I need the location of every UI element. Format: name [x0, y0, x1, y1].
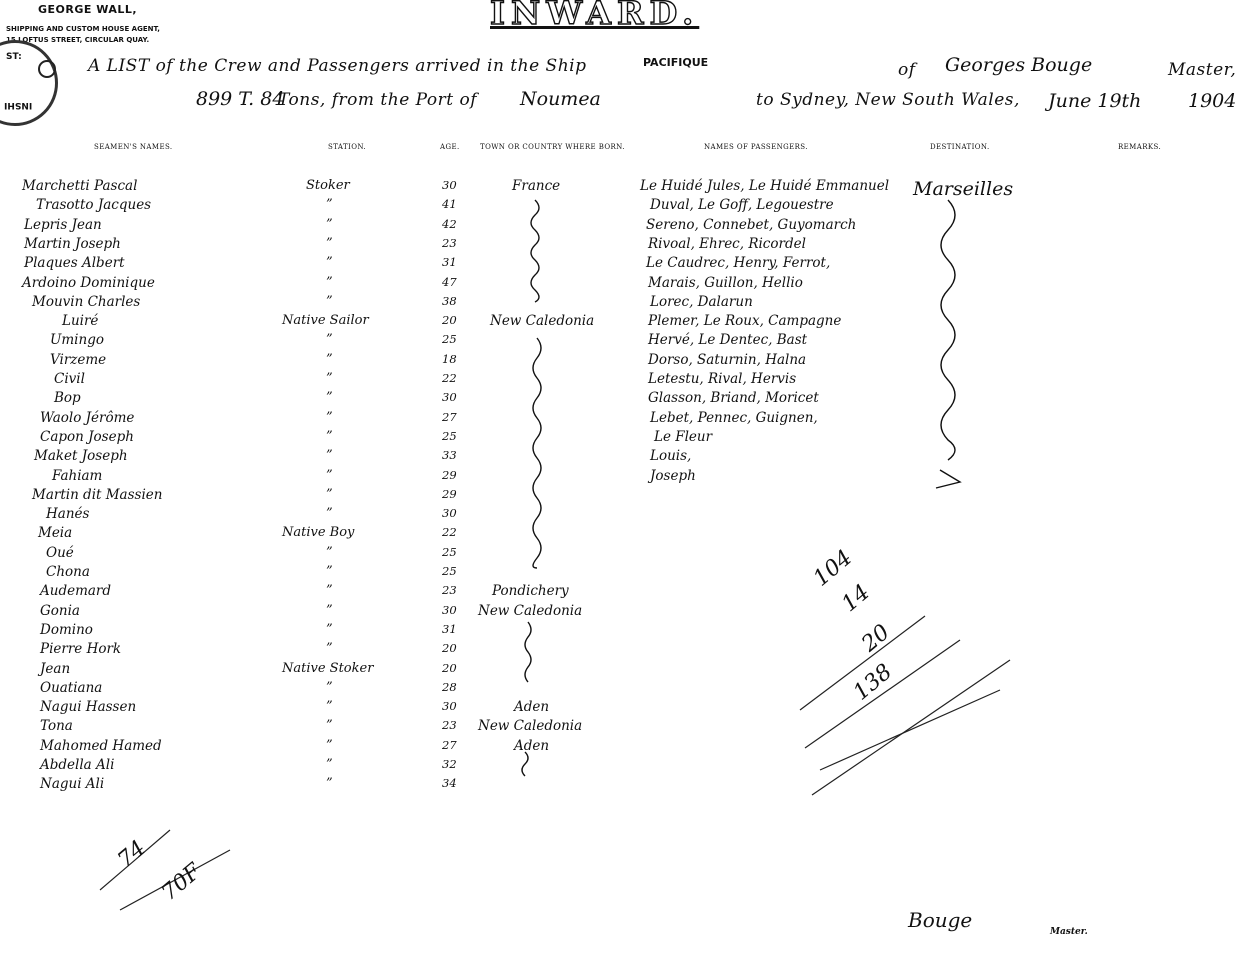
crew-age: 31 [442, 255, 457, 270]
crew-station: ” [326, 621, 333, 637]
passenger-line: Joseph [650, 467, 696, 484]
crew-age: 20 [442, 313, 457, 328]
tons-from-port-text: Tons, from the Port of [278, 90, 478, 110]
crew-name: Capon Joseph [40, 428, 134, 445]
margin-note-2: 70F [157, 859, 207, 906]
tonnage: 899 T. 84 [196, 88, 285, 110]
col-station: STATION. [328, 143, 367, 151]
col-passengers: NAMES OF PASSENGERS. [704, 143, 808, 151]
crew-age: 25 [442, 564, 457, 578]
crew-name: Hanés [46, 506, 90, 523]
crew-name: Martin dit Massien [32, 486, 163, 503]
crew-age: 31 [442, 621, 457, 636]
crew-station: ” [326, 486, 333, 502]
passenger-line: Louis, [650, 448, 692, 465]
passenger-line: Plemer, Le Roux, Campagne [648, 313, 842, 330]
crew-name: Tona [40, 718, 73, 735]
document-title: INWARD. [490, 0, 700, 32]
passenger-line: Lebet, Pennec, Guignen, [650, 409, 818, 426]
crew-name: Fahiam [52, 467, 103, 484]
crew-age: 27 [442, 409, 457, 424]
crew-age: 28 [442, 679, 457, 694]
crew-age: 23 [442, 718, 457, 733]
crew-age: 20 [442, 660, 457, 675]
crew-station: ” [326, 506, 333, 522]
list-heading-text: A LIST of the Crew and Passengers arrived in the Ship [88, 56, 587, 76]
col-seamen-names: SEAMEN'S NAMES. [94, 143, 173, 151]
stamp-text-top: ST: [6, 52, 22, 62]
stamp-text-side: INSHI [4, 100, 33, 110]
crew-birthplace: France [512, 178, 561, 194]
arrival-year: 1904 [1188, 90, 1237, 112]
crew-name: Pierre Hork [40, 641, 122, 658]
crew-station: Native Boy [282, 525, 355, 541]
destination-text: to Sydney, New South Wales, [756, 90, 1020, 110]
crew-station: ” [326, 564, 333, 579]
of-label: of [898, 60, 916, 80]
passenger-line: Sereno, Connebet, Guyomarch [646, 216, 857, 233]
ship-name: PACIFIQUE [643, 56, 709, 69]
tally-line-3: 20 [857, 619, 895, 658]
crew-age: 20 [442, 641, 457, 656]
crew-age: 33 [442, 448, 457, 463]
crew-name: Gonia [40, 602, 80, 619]
passenger-line: Lorec, Dalarun [650, 293, 753, 310]
crew-name: Nagui Hassen [40, 699, 137, 716]
crew-name: Bop [54, 390, 81, 407]
crew-age: 34 [442, 776, 457, 791]
tally-line-2: 14 [837, 579, 875, 618]
crew-station: ” [326, 737, 333, 753]
col-remarks: REMARKS. [1118, 143, 1162, 151]
crew-age: 22 [442, 525, 457, 540]
crew-age: 23 [442, 235, 457, 250]
crew-station: Native Sailor [282, 313, 369, 329]
crew-station: ” [326, 235, 333, 251]
crew-age: 27 [442, 737, 457, 752]
crew-station: ” [326, 467, 333, 483]
agent-name: GEORGE WALL, [38, 3, 138, 16]
crew-name: Ardoino Dominique [22, 274, 155, 291]
crew-age: 30 [442, 506, 457, 521]
crew-age: 25 [442, 332, 457, 347]
crew-station: ” [326, 293, 333, 309]
crew-station: ” [326, 448, 333, 464]
crew-station: ” [326, 699, 333, 715]
crew-birthplace: New Caledonia [478, 718, 583, 735]
crew-birthplace: New Caledonia [490, 313, 595, 330]
passenger-line: Le Caudrec, Henry, Ferrot, [646, 255, 831, 272]
crew-name: Domino [40, 621, 93, 638]
crew-station: ” [326, 544, 333, 560]
passenger-line: Letestu, Rival, Hervis [648, 371, 797, 387]
crew-name: Ouatiana [40, 679, 103, 696]
passenger-line: Le Huidé Jules, Le Huidé Emmanuel [640, 178, 890, 194]
col-age: AGE. [440, 143, 460, 151]
crew-name: Luiré [62, 313, 99, 330]
crew-name: Audemard [40, 583, 112, 600]
crew-age: 18 [442, 351, 457, 366]
crew-age: 30 [442, 602, 457, 617]
crew-name: Marchetti Pascal [22, 178, 138, 194]
crew-age: 23 [442, 583, 457, 598]
crew-name: Trasotto Jacques [36, 197, 152, 214]
crew-name: Mouvin Charles [32, 293, 141, 310]
passenger-destination: Marseilles [913, 178, 1014, 200]
crew-name: Waolo Jérôme [40, 409, 135, 426]
crew-age: 29 [442, 486, 457, 501]
passenger-line: Le Fleur [654, 428, 713, 445]
crew-station: ” [326, 757, 333, 772]
crew-station: ” [326, 641, 333, 657]
crew-station: ” [326, 428, 333, 444]
crew-station: ” [326, 776, 333, 792]
crew-age: 22 [442, 371, 457, 385]
crew-name: Umingo [50, 332, 104, 349]
crew-name: Abdella Ali [40, 757, 115, 773]
crew-station: ” [326, 216, 333, 232]
crew-station: ” [326, 332, 333, 348]
passenger-line: Rivoal, Ehrec, Ricordel [648, 235, 806, 252]
crew-age: 41 [442, 197, 457, 212]
crew-name: Plaques Albert [24, 255, 125, 272]
crew-name: Nagui Ali [40, 776, 105, 793]
crew-station: ” [326, 197, 333, 213]
crew-station: ” [326, 274, 333, 290]
crew-name: Meia [38, 525, 73, 542]
crew-name: Mahomed Hamed [40, 737, 162, 754]
crew-birthplace: New Caledonia [478, 602, 583, 619]
crew-birthplace: Aden [514, 737, 550, 754]
crew-birthplace: Aden [514, 699, 550, 716]
crew-age: 25 [442, 544, 457, 559]
crew-age: 47 [442, 274, 457, 289]
crew-name: Civil [54, 371, 85, 387]
col-born: TOWN OR COUNTRY WHERE BORN. [480, 143, 625, 151]
margin-note-1: 74 [113, 835, 151, 874]
crew-age: 30 [442, 699, 457, 714]
crew-station: ” [326, 409, 333, 425]
passenger-line: Marais, Guillon, Hellio [648, 274, 803, 291]
crew-birthplace: Pondichery [492, 583, 569, 600]
crew-age: 29 [442, 467, 457, 482]
crew-station: ” [326, 602, 333, 618]
crew-station: Native Stoker [282, 660, 374, 676]
col-destination: DESTINATION. [930, 143, 990, 151]
crew-station: ” [326, 371, 333, 386]
crew-age: 38 [442, 293, 457, 308]
crew-station: ” [326, 390, 333, 406]
crew-age: 30 [442, 390, 457, 405]
crew-name: Jean [40, 660, 71, 677]
passenger-line: Hervé, Le Dentec, Bast [648, 332, 808, 349]
crew-name: Oué [46, 544, 74, 561]
agent-line-2: 15 LOFTUS STREET, CIRCULAR QUAY. [6, 36, 150, 44]
crew-station: ” [326, 583, 333, 599]
crew-name: Virzeme [50, 351, 107, 368]
passenger-line: Glasson, Briand, Moricet [648, 390, 819, 407]
master-word: Master, [1168, 60, 1237, 80]
master-name: Georges Bouge [945, 54, 1093, 76]
passenger-line: Duval, Le Goff, Legouestre [650, 197, 834, 214]
crew-station: ” [326, 718, 333, 734]
tally-total: 138 [848, 659, 898, 706]
master-label: Master. [1050, 927, 1088, 937]
passenger-line: Dorso, Saturnin, Halna [648, 351, 807, 368]
crew-age: 32 [442, 757, 457, 771]
crew-age: 30 [442, 178, 457, 192]
crew-name: Martin Joseph [24, 235, 121, 252]
tally-line-1: 104 [808, 545, 858, 592]
crew-name: Chona [46, 564, 90, 580]
crew-station: ” [326, 679, 333, 695]
crew-station: ” [326, 351, 333, 367]
master-signature: Bouge [908, 908, 973, 932]
crew-name: Lepris Jean [24, 216, 102, 233]
agent-line-1: SHIPPING AND CUSTOM HOUSE AGENT, [6, 25, 160, 33]
crew-name: Maket Joseph [34, 448, 128, 465]
crew-station: ” [326, 255, 333, 271]
arrival-date: June 19th [1048, 90, 1142, 112]
crew-age: 25 [442, 428, 457, 443]
crew-station: Stoker [306, 178, 350, 193]
port-name: Noumea [520, 88, 601, 110]
crew-age: 42 [442, 216, 457, 231]
